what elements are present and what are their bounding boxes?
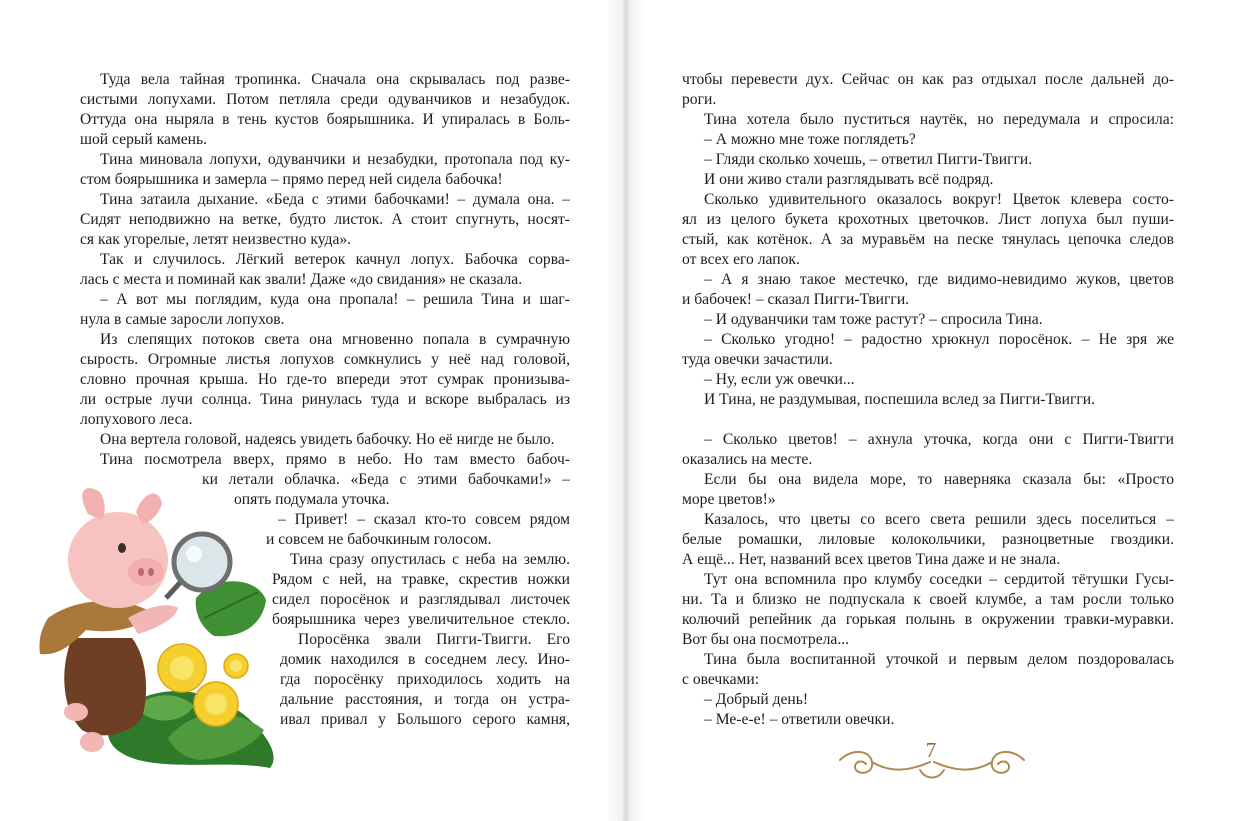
text-line: домик находился в соседнем лесу. Ино-: [280, 651, 570, 668]
text-line: стый, как котёнок. А за муравьём на песке тянулась цепочка следов: [682, 231, 1174, 248]
text-line: и совсем не бабочкиным голосом.: [266, 531, 492, 548]
text-line: с овечками:: [682, 671, 760, 688]
text-line: лась с места и поминай как звали! Даже «до свидания» не сказала.: [80, 271, 523, 288]
text-line: ся как угорелые, летят неизвестно куда».: [80, 231, 352, 248]
text-line: – Привет! – сказал кто-то совсем рядом: [278, 511, 570, 528]
text-line: стом боярышника и замерла – прямо перед ней сидела бабочка!: [80, 171, 503, 188]
text-line: словно прочная крыша. Но где-то впереди этот сумрак пронизыва-: [80, 371, 570, 388]
text-line: гда поросёнку приходилось ходить на: [280, 671, 570, 688]
text-line: нула в самые заросли лопухов.: [80, 311, 285, 328]
text-line: Туда вела тайная тропинка. Сначала она скрывалась под разве-: [100, 71, 570, 88]
text-line: – Сколько цветов! – ахнула уточка, когда они с Пигги-Твигги: [704, 431, 1174, 448]
text-line: Оттуда она ныряла в тень кустов боярышника. И упиралась в Боль-: [80, 111, 570, 128]
text-line: систыми лопухами. Потом петляла среди одуванчиков и незабудок.: [80, 91, 570, 108]
text-line: Сколько удивительного оказалось вокруг! Цветок клевера состо-: [704, 191, 1174, 208]
text-line: ки летали облачка. «Беда с этими бабочками!» –: [202, 471, 570, 488]
text-line: Тина хотела было пуститься наутёк, но передумала и спросила:: [704, 111, 1174, 128]
text-line: роги.: [682, 91, 717, 108]
text-line: Тина посмотрела вверх, прямо в небо. Но там вместо бабоч-: [100, 451, 570, 468]
text-line: – А я знаю такое местечко, где видимо-невидимо жуков, цветов: [704, 271, 1174, 288]
text-line: Так и случилось. Лёгкий ветерок качнул лопух. Бабочка сорва-: [100, 251, 570, 268]
text-line: Казалось, что цветы со всего света решили здесь поселиться –: [704, 511, 1174, 528]
text-line: Она вертела головой, надеясь увидеть бабочку. Но её нигде не было.: [100, 431, 555, 448]
text-line: туда овечки зачастили.: [682, 351, 833, 368]
page-number: 7: [925, 738, 937, 762]
text-line: – Гляди сколько хочешь, – ответил Пигги-Твигги.: [704, 151, 1033, 168]
text-line: белые ромашки, лиловые колокольчики, разноцветные гвоздики.: [682, 531, 1174, 548]
text-line: Рядом с ней, на травке, скрестив ножки: [272, 571, 570, 588]
text-line: Тина миновала лопухи, одуванчики и незабудки, протопала под ку-: [100, 151, 570, 168]
text-line: Из слепящих потоков света она мгновенно попала в сумрачную: [100, 331, 570, 348]
text-line: – Ме-е-е! – ответили овечки.: [704, 711, 895, 728]
text-line: Тина была воспитанной уточкой и первым делом поздоровалась: [704, 651, 1174, 668]
text-line: – Сколько угодно! – радостно хрюкнул поросёнок. – Не зря же: [704, 331, 1174, 348]
text-line: ивал привал у Большого серого камня,: [280, 711, 570, 728]
text-line: от всех его лапок.: [682, 251, 800, 268]
text-line: Поросёнка звали Пигги-Твигги. Его: [298, 631, 570, 648]
piggy-illustration: [18, 478, 290, 778]
text-line: И Тина, не раздумывая, поспешила вслед за Пигги-Твигги.: [704, 391, 1095, 408]
text-line: опять подумала уточка.: [234, 491, 390, 508]
text-line: – И одуванчики там тоже растут? – спросила Тина.: [704, 311, 1043, 328]
text-line: А ещё... Нет, названий всех цветов Тина даже и не знала.: [682, 551, 1061, 568]
text-line: Вот бы она посмотрела...: [682, 631, 850, 648]
text-line: – А можно мне тоже поглядеть?: [704, 131, 916, 148]
text-line: И они живо стали разглядывать всё подряд.: [704, 171, 994, 188]
text-line: море цветов!»: [682, 491, 776, 508]
text-line: – Ну, если уж овечки...: [704, 371, 855, 388]
text-line: колючий репейник да горькая полынь в окружении травки-муравки.: [682, 611, 1174, 628]
text-line: Тина сразу опустилась с неба на землю.: [290, 551, 570, 568]
text-line: ял из целого букета крохотных цветочков. Лист лопуха был пуши-: [682, 211, 1174, 228]
text-line: шой серый камень.: [80, 131, 208, 148]
text-line: Тина затаила дыхание. «Беда с этими бабочками! – думала она. –: [100, 191, 570, 208]
book-gutter: [606, 0, 646, 821]
text-line: Если бы она видела море, то наверняка сказала бы: «Просто: [704, 471, 1174, 488]
text-line: ли острые лучи солнца. Тина ринулась туда и вскоре выбралась из: [80, 391, 570, 408]
text-line: оказались на месте.: [682, 451, 813, 468]
text-line: Сидят неподвижно на ветке, будто листок. А стоит спугнуть, носят-: [80, 211, 570, 228]
text-line: боярышника через увеличительное стекло.: [272, 611, 570, 628]
text-line: чтобы перевести дух. Сейчас он как раз отдыхал после дальней до-: [682, 71, 1174, 88]
text-line: сидел поросёнок и разглядывал листочек: [272, 591, 570, 608]
text-line: ни. Та и близко не подпускала к своей клумбе, а там росли только: [682, 591, 1174, 608]
text-line: лопухового леса.: [80, 411, 193, 428]
text-line: дальние расстояния, и тогда он устра-: [280, 691, 570, 708]
text-line: Тут она вспомнила про клумбу соседки – сердитой тётушки Гусы-: [704, 571, 1174, 588]
text-line: и бабочек! – сказал Пигги-Твигги.: [682, 291, 910, 308]
text-line: – А вот мы поглядим, куда она пропала! – решила Тина и шаг-: [100, 291, 570, 308]
text-line: – Добрый день!: [704, 691, 809, 708]
text-line: сырость. Огромные листья лопухов сомкнулись у неё над головой,: [80, 351, 570, 368]
